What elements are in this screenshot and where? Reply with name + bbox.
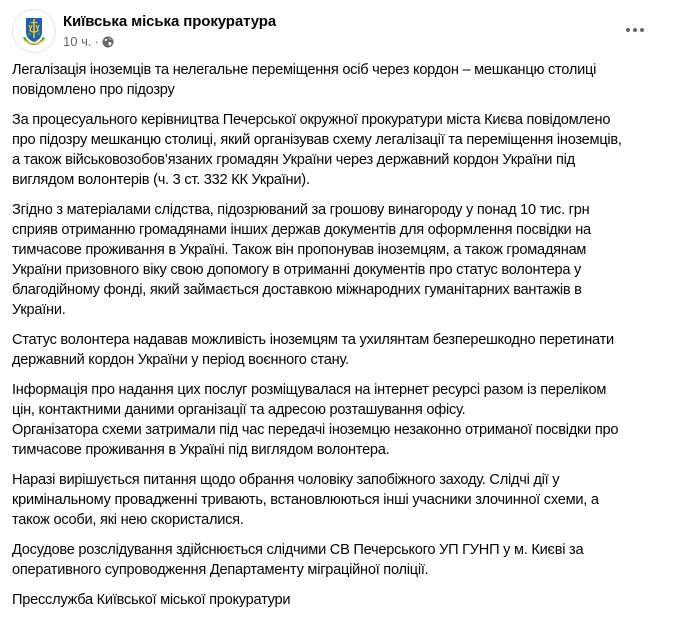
text-line: Згідно з матеріалами слідства, підозрюваний за грошову винагороду у понад 10 тис. грн (12, 202, 590, 218)
text-line: благодійному фонді, який займається доставкою міжнародних гуманітарних вантажів в (12, 282, 582, 298)
post-subline (63, 33, 276, 51)
text-line: Інформація про надання цих послуг розміщувалася на інтернет ресурсі разом із переліком (12, 382, 607, 398)
post-paragraph (12, 380, 662, 460)
text-line: сприяв отриманню громадянами інших держав документів для оформлення посвідки на (12, 222, 591, 238)
post-header (12, 8, 276, 54)
post-signature (12, 590, 662, 610)
post-paragraph (12, 470, 662, 530)
text-line: оперативного супроводження Департаменту міграційної поліції. (12, 562, 429, 578)
post-timestamp[interactable]: 10 ч. (63, 33, 92, 49)
text-line: тимчасове проживання в Україні. Також він пропонував іноземцям, а також громадянам (12, 242, 587, 258)
text-line: Досудове розслідування здійснюється слідчими СВ Печерського УП ГУНП у м. Києві за (12, 542, 584, 558)
text-line: державний кордон України у період воєнного стану. (12, 352, 349, 368)
more-options-button[interactable] (617, 20, 653, 40)
text-line: Статус волонтера надавав можливість іноземцям та ухилянтам безперешкодно перетинати (12, 332, 614, 348)
text-line: Легалізація іноземців та нелегальне переміщення осіб через кордон – мешканцю столиці (12, 62, 597, 78)
post-paragraph (12, 200, 662, 320)
globe-icon[interactable] (102, 36, 114, 48)
text-line: цін, контактними даними організації та адресою розташування офісу. (12, 402, 466, 418)
post-paragraph (12, 330, 662, 370)
page-name-link[interactable]: Київська міська прокуратура (63, 12, 277, 30)
text-line: а також військовозобов’язаних громадян України через державний кордон України під (12, 152, 575, 168)
ellipsis-icon-dot (640, 28, 644, 32)
text-line: України призовного віку свою допомогу в отриманні документів про статус волонтера у (12, 262, 582, 278)
ellipsis-icon-dot (633, 28, 637, 32)
post-body (12, 60, 662, 620)
post-paragraph-title (12, 60, 662, 100)
text-line: також особи, які нею скористалися. (12, 512, 244, 528)
text-line: тимчасове проживання в Україні під виглядом волонтера. (12, 442, 390, 458)
separator-dot: · (94, 33, 99, 49)
prosecutor-emblem-icon (17, 14, 51, 48)
text-line: про підозру мешканцю столиці, який організував схему легалізації та переміщення іноземців, (12, 132, 622, 148)
text-line: України. (12, 302, 66, 318)
text-line: Наразі вирішується питання щодо обрання чоловіку запобіжного заходу. Слідчі дії у (12, 472, 560, 488)
post-meta (63, 12, 276, 51)
text-line: виглядом волонтерів (ч. 3 ст. 332 КК України). (12, 172, 310, 188)
post-paragraph (12, 110, 662, 190)
text-line: повідомлено про підозру (12, 82, 175, 98)
post-paragraph (12, 540, 662, 580)
text-line: За процесуального керівництва Печерської окружної прокуратури міста Києва повідомлено (12, 112, 611, 128)
text-line: Організатора схеми затримали під час передачі іноземцю незаконно отриманої посвідки про (12, 422, 619, 438)
text-line: кримінальному провадженні тривають, встановлюються інші учасники злочинної схеми, а (12, 492, 599, 508)
page-avatar[interactable] (12, 9, 56, 53)
ellipsis-icon-dot (626, 28, 630, 32)
text-line: Пресслужба Київської міської прокуратури (12, 592, 291, 608)
